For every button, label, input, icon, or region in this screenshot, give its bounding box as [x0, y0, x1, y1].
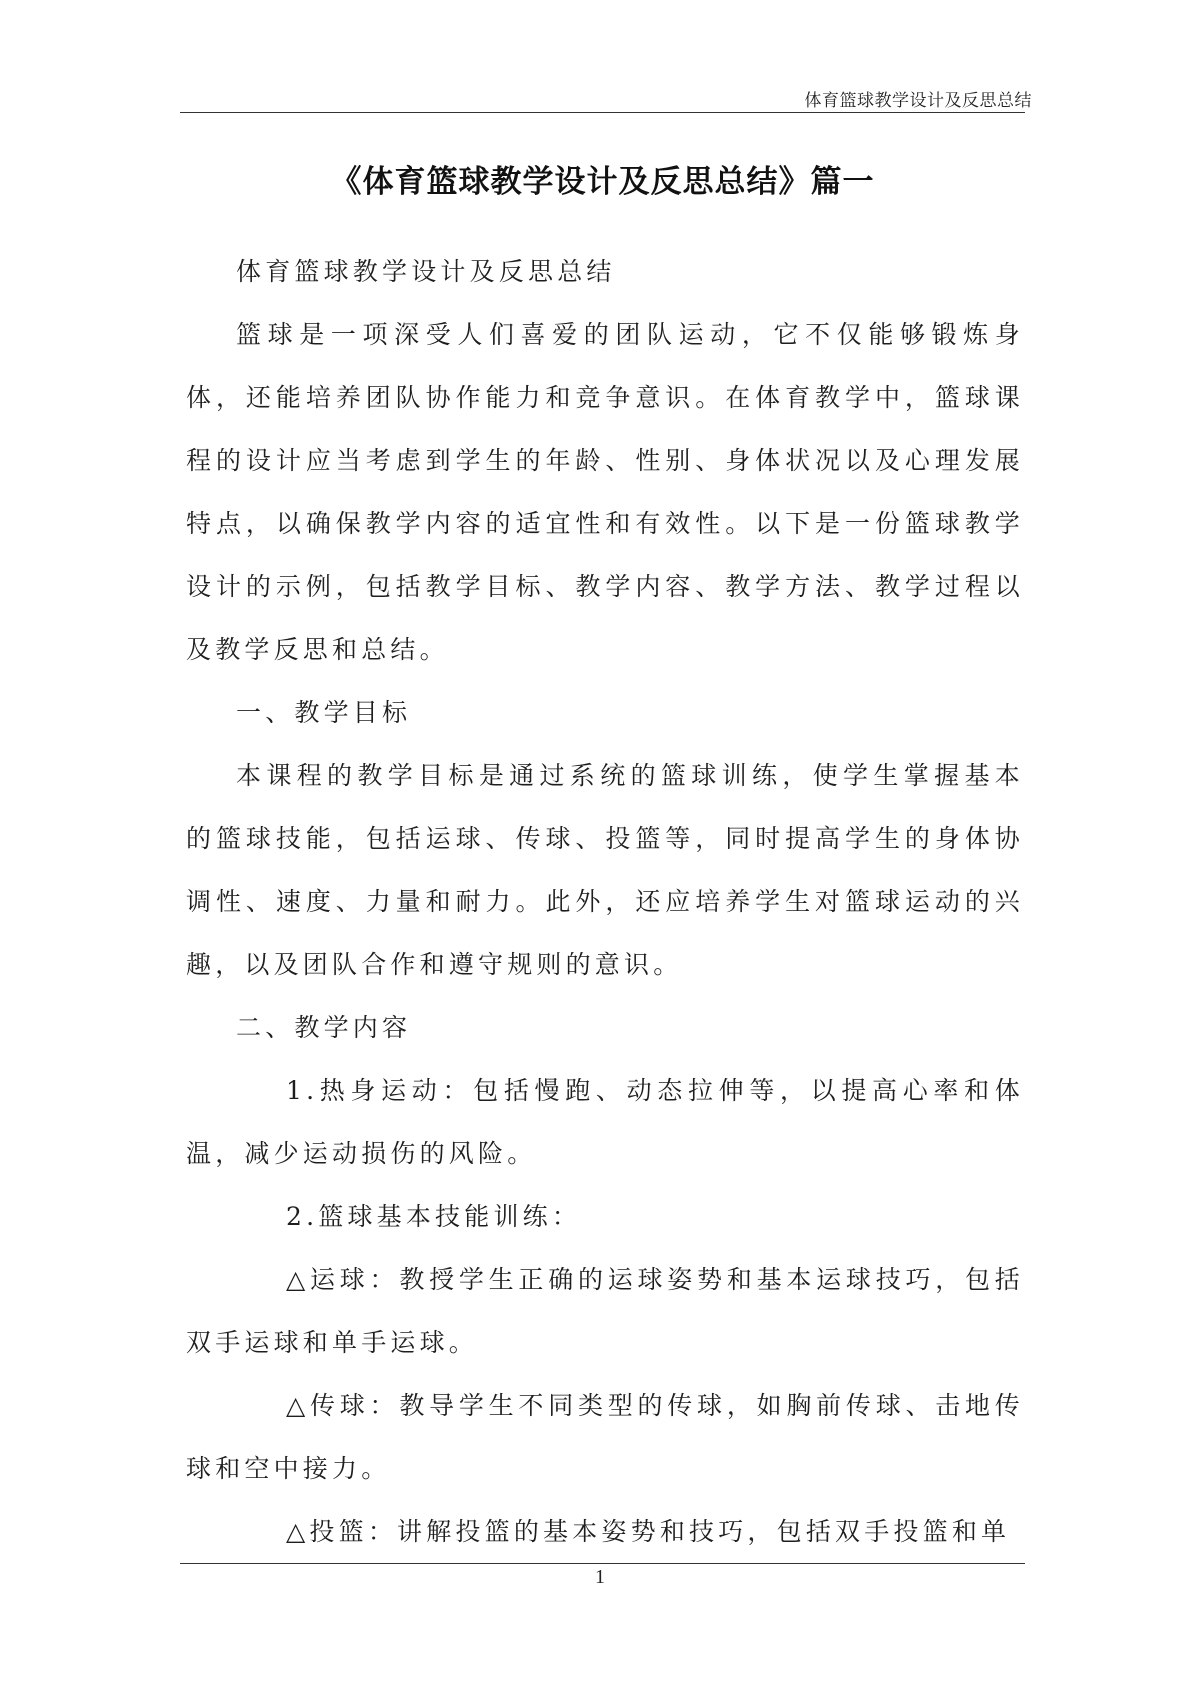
intro-paragraph: 篮球是一项深受人们喜爱的团队运动，它不仅能够锻炼身体，还能培养团队协作能力和竞争意识。在体育教学中，篮球课程的设计应当考虑到学生的年龄、性别、身体状况以及心理发展特点，以确保教学内容的适宜性和有效性。以下是一份篮球教学设计的示例，包括教学目标、教学内容、教学方法、教学过程以及教学反思和总结。 [186, 320, 1024, 664]
objectives-paragraph: 本课程的教学目标是通过系统的篮球训练，使学生掌握基本的篮球技能，包括运球、传球、投篮等，同时提高学生的身体协调性、速度、力量和耐力。此外，还应培养学生对篮球运动的兴趣，以及团队合作和遵守规则的意识。 [186, 761, 1024, 979]
section-heading-content: 二、教学内容 [236, 1013, 412, 1042]
document-body [186, 240, 1024, 1563]
document-title: 《体育篮球教学设计及反思总结》篇一 [330, 164, 875, 200]
skill-item-passing: △传球：教导学生不同类型的传球，如胸前传球、击地传球和空中接力。 [186, 1391, 1024, 1483]
footer-divider [180, 1563, 1025, 1564]
section-heading-objectives: 一、教学目标 [236, 698, 412, 727]
content-item-skills: 2.篮球基本技能训练： [286, 1202, 582, 1231]
content-item-warmup: 1.热身运动：包括慢跑、动态拉伸等，以提高心率和体温，减少运动损伤的风险。 [186, 1076, 1024, 1168]
subtitle-paragraph: 体育篮球教学设计及反思总结 [236, 257, 616, 286]
running-header: 体育篮球教学设计及反思总结 [804, 91, 1032, 111]
header-divider [180, 112, 1025, 113]
page-number: 1 [595, 1566, 605, 1588]
skill-item-dribbling: △运球：教授学生正确的运球姿势和基本运球技巧，包括双手运球和单手运球。 [186, 1265, 1024, 1357]
skill-item-shooting: △投篮：讲解投篮的基本姿势和技巧，包括双手投篮和单 [286, 1517, 1011, 1546]
